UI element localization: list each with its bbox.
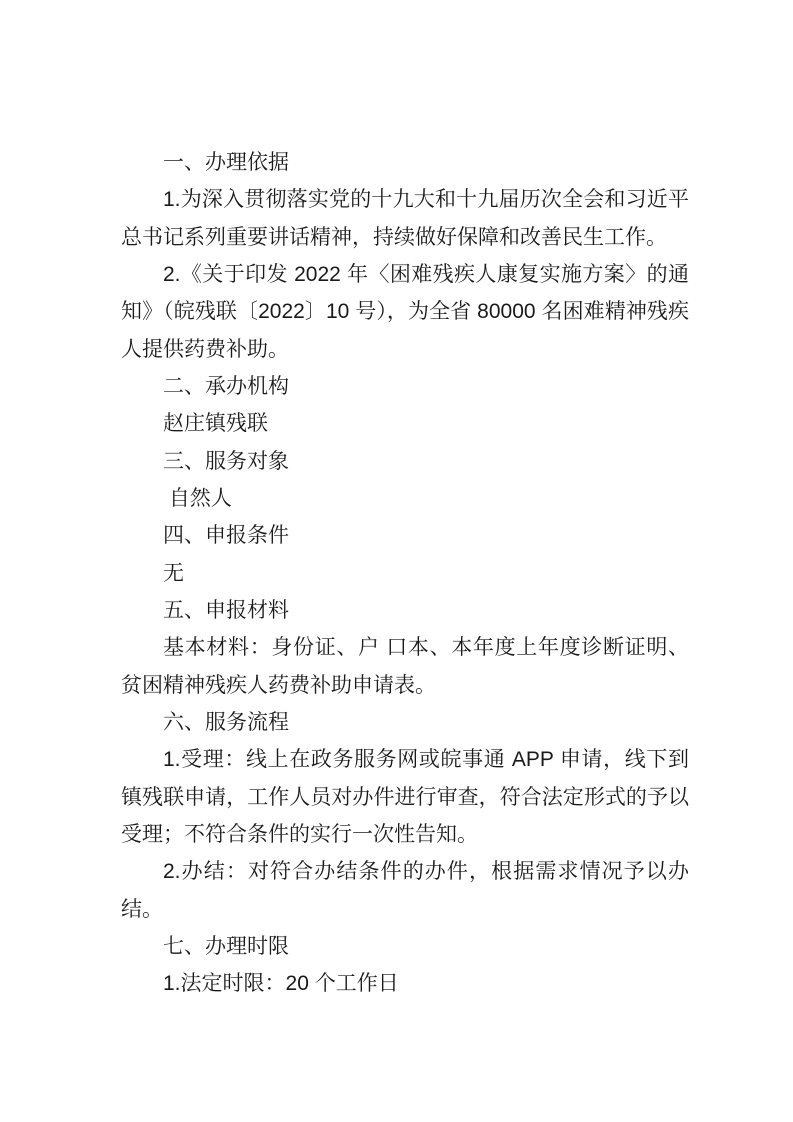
section-heading: 七、办理时限 <box>163 934 289 958</box>
document-body <box>121 144 689 1003</box>
section-heading: 一、办理依据 <box>163 151 289 174</box>
section-heading: 五、申报材料 <box>163 598 289 622</box>
section-heading: 二、承办机构 <box>163 374 289 398</box>
section-heading: 三、服务对象 <box>163 449 289 473</box>
section-heading: 四、申报条件 <box>163 524 289 548</box>
body-paragraph: 1.法定时限：20 个工作日 <box>163 972 399 996</box>
body-paragraph: 2.《关于印发 2022 年〈困难残疾人康复实施方案〉的通知》（皖残联〔2022〕10 号），为全省 80000 名困难精神残疾人提供药费补助。 <box>121 262 689 361</box>
body-paragraph: 1.受理：线上在政务服务网或皖事通 APP 申请，线下到镇残联申请，工作人员对办件进行审查，符合法定形式的予以受理；不符合条件的实行一次性告知。 <box>121 748 689 846</box>
body-paragraph: 基本材料：身份证、户 口本、本年度上年度诊断证明、贫困精神残疾人药费补助申请表。 <box>121 636 689 697</box>
body-paragraph: 赵庄镇残联 <box>163 412 268 436</box>
body-paragraph: 自然人 <box>168 486 232 510</box>
body-paragraph: 1.为深入贯彻落实党的十九大和十九届历次全会和习近平总书记系列重要讲话精神，持续做好保障和改善民生工作。 <box>121 188 689 249</box>
section-heading: 六、服务流程 <box>163 710 289 734</box>
body-paragraph: 无 <box>163 561 184 585</box>
body-paragraph: 2.办结：对符合办结条件的办件，根据需求情况予以办结。 <box>121 860 689 921</box>
